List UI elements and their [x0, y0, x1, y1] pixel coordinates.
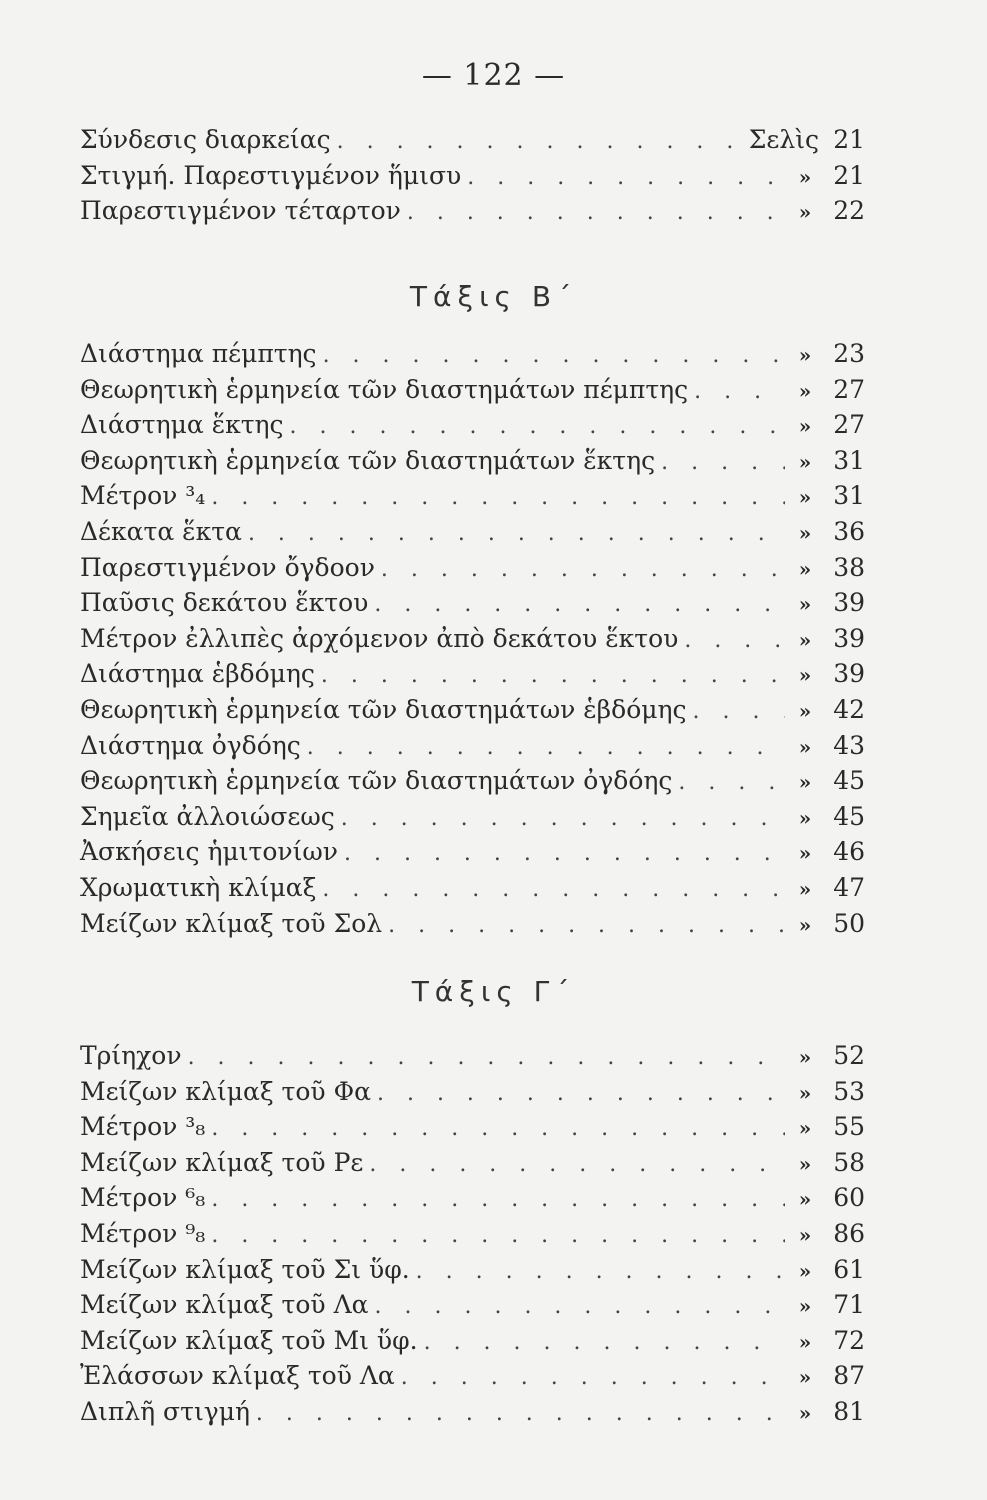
dot-leader	[337, 124, 745, 160]
dot-leader	[407, 195, 785, 231]
dot-leader	[188, 1040, 785, 1076]
ditto-mark: »	[798, 734, 812, 759]
toc-entry-title: Μέτρον ἐλλιπὲς ἀρχόμενον ἀπὸ δεκάτου ἕκτου	[80, 623, 679, 653]
toc-entry	[80, 834, 865, 870]
toc-entry-title: Τρίηχον	[80, 1041, 182, 1070]
ditto-mark: »	[798, 841, 812, 866]
dot-leader	[375, 1289, 785, 1325]
toc-section-b	[80, 336, 865, 941]
ditto-mark: »	[798, 805, 812, 830]
dot-leader	[661, 445, 785, 481]
toc-entry	[80, 1394, 865, 1430]
ditto-mark: »	[798, 663, 812, 688]
dot-leader	[321, 658, 785, 694]
toc-entry	[80, 799, 865, 835]
dot-leader	[256, 1396, 785, 1432]
toc-page-number: 61	[833, 1254, 865, 1284]
dot-leader	[341, 801, 785, 837]
toc-entry-title: Θεωρητικὴ ἑρμηνεία τῶν διαστημάτων ἕκτης	[80, 445, 656, 475]
toc-page-number: 58	[833, 1147, 865, 1177]
ditto-mark: »	[798, 1400, 812, 1425]
toc-page-number: 53	[833, 1076, 865, 1106]
ditto-mark: »	[798, 200, 812, 225]
toc-entry-title: Σύνδεσις διαρκείας	[80, 125, 331, 154]
toc-page-number: 27	[833, 410, 865, 440]
dot-leader	[344, 836, 785, 872]
toc-entry-title: Μείζων κλίμαξ τοῦ Σολ	[80, 908, 383, 938]
toc-entry-title: Διάστημα πέμπτης	[80, 339, 317, 368]
ditto-mark: »	[798, 698, 812, 723]
toc-page-number: 45	[833, 766, 865, 796]
toc-page-number: 86	[833, 1218, 865, 1248]
toc-page-number: 21	[833, 125, 865, 154]
ditto-mark: »	[798, 1116, 812, 1141]
ditto-mark: »	[798, 164, 812, 189]
toc-page-number: 36	[833, 516, 865, 546]
toc-entry	[80, 443, 865, 479]
ditto-mark: »	[798, 556, 812, 581]
toc-entry	[80, 478, 865, 514]
dot-leader	[678, 765, 785, 801]
ditto-mark: »	[798, 1045, 812, 1069]
toc-entry-title: Σημεῖα ἀλλοιώσεως	[80, 801, 335, 831]
ditto-mark: »	[798, 1151, 812, 1176]
toc-entry	[80, 692, 865, 728]
toc-entry	[80, 621, 865, 657]
toc-entry	[80, 1252, 865, 1288]
toc-page-number: 22	[833, 196, 865, 226]
toc-entry	[80, 514, 865, 550]
ditto-mark: »	[798, 1080, 812, 1105]
toc-entry	[80, 585, 865, 621]
toc-entry-title: Μείζων κλίμαξ τοῦ Λα	[80, 1290, 369, 1320]
toc-entry-title: Θεωρητικὴ ἑρμηνεία τῶν διαστημάτων πέμπτης	[80, 374, 689, 404]
toc-entry	[80, 550, 865, 586]
dot-leader	[424, 1325, 785, 1361]
dot-leader	[307, 730, 785, 766]
toc-entry-title: Μέτρον ³₈	[80, 1112, 206, 1142]
toc-entry-title: Διάστημα ἑβδόμης	[80, 659, 315, 689]
toc-entry	[80, 870, 865, 906]
toc-page-number: 55	[833, 1112, 865, 1142]
toc-entry-title: Παρεστιγμένον ὄγδοον	[80, 552, 375, 582]
dot-leader	[290, 409, 785, 445]
section-title-b: Τάξις Β΄	[409, 280, 578, 313]
toc-entry	[80, 763, 865, 799]
toc-entry	[80, 1109, 865, 1145]
ditto-mark: »	[798, 876, 812, 901]
ditto-mark: »	[798, 1187, 812, 1212]
toc-entry	[80, 336, 865, 372]
ditto-mark: »	[798, 627, 812, 652]
toc-entry	[80, 158, 865, 194]
dot-leader	[211, 1111, 785, 1147]
toc-entry-title: Δέκατα ἕκτα	[80, 516, 242, 546]
toc-entry-title: Μείζων κλίμαξ τοῦ Ρε	[80, 1147, 364, 1177]
toc-entry-title: Παρεστιγμένον τέταρτον	[80, 196, 401, 226]
toc-entry	[80, 1216, 865, 1252]
ditto-mark: »	[798, 485, 812, 510]
toc-entry	[80, 193, 865, 229]
toc-entry-title: Μέτρον ⁶₈	[80, 1183, 206, 1213]
toc-entry	[80, 1358, 865, 1394]
toc-entry-title: Ἀσκήσεις ἡμιτονίων	[80, 837, 338, 867]
toc-section-c	[80, 1038, 865, 1430]
toc-entry-title: Χρωματικὴ κλίμαξ	[80, 872, 317, 902]
toc-entry-title: Μέτρον ⁹₈	[80, 1218, 206, 1248]
toc-page-number: 31	[833, 481, 865, 511]
dot-leader	[374, 587, 785, 623]
dot-leader	[684, 623, 785, 659]
toc-entry-title: Μείζων κλίμαξ τοῦ Σι ὕφ.	[80, 1254, 410, 1284]
ditto-mark: »	[798, 1365, 812, 1390]
toc-page-number: 21	[833, 160, 865, 190]
ditto-mark: »	[798, 343, 812, 367]
toc-entry	[80, 1287, 865, 1323]
toc-entry	[80, 122, 865, 158]
toc-page-number: 52	[833, 1041, 865, 1070]
toc-entry	[80, 407, 865, 443]
page-number: — 122 —	[421, 58, 566, 93]
dot-leader	[211, 1182, 785, 1218]
toc-page-number: 23	[833, 339, 865, 368]
toc-entry	[80, 372, 865, 408]
ditto-mark: »	[798, 1258, 812, 1283]
toc-entry	[80, 1323, 865, 1359]
toc-entry-title: Διάστημα ὀγδόης	[80, 730, 301, 760]
toc-page-number: 50	[833, 908, 865, 938]
toc-entry	[80, 1074, 865, 1110]
toc-entry-title: Διάστημα ἕκτης	[80, 410, 284, 440]
toc-entry	[80, 1145, 865, 1181]
ditto-mark: »	[798, 449, 812, 474]
toc-page-number: 42	[833, 694, 865, 724]
toc-page-number: 47	[833, 872, 865, 902]
toc-page-number: 39	[833, 588, 865, 618]
toc-entry	[80, 1038, 865, 1074]
toc-entry-title: Μέτρον ³₄	[80, 481, 206, 511]
section-title-c: Τάξις Γ΄	[411, 975, 576, 1008]
dot-leader	[369, 1147, 785, 1183]
toc-entry-title: Στιγμή. Παρεστιγμένον ἥμισυ	[80, 160, 462, 190]
toc-page-number: 38	[833, 552, 865, 582]
toc-entry-title: Θεωρητικὴ ἑρμηνεία τῶν διαστημάτων ὀγδόης	[80, 766, 673, 796]
toc-entry	[80, 728, 865, 764]
ditto-mark: »	[798, 770, 812, 795]
ditto-mark: »	[798, 1329, 812, 1354]
dot-leader	[692, 694, 785, 730]
ditto-mark: »	[798, 414, 812, 439]
dot-leader	[211, 480, 785, 516]
dot-leader	[467, 160, 785, 196]
ditto-mark: »	[798, 520, 812, 545]
toc-entry-title: Παῦσις δεκάτου ἕκτου	[80, 588, 369, 618]
dot-leader	[211, 1218, 785, 1254]
toc-entry	[80, 906, 865, 942]
dot-leader	[401, 1360, 785, 1396]
ditto-mark: »	[798, 1222, 812, 1247]
dot-leader	[322, 872, 785, 908]
dot-leader	[377, 1076, 785, 1112]
dot-leader	[416, 1254, 785, 1290]
toc-entry-title: Θεωρητικὴ ἑρμηνεία τῶν διαστημάτων ἑβδόμης	[80, 694, 687, 724]
toc-entry-title: Μείζων κλίμαξ τοῦ Μι ὕφ.	[80, 1325, 418, 1355]
toc-entry-title: Ἐλάσσων κλίμαξ τοῦ Λα	[80, 1361, 395, 1391]
ditto-mark: »	[798, 1294, 812, 1319]
ditto-mark: »	[798, 592, 812, 617]
toc-page-number: 31	[833, 445, 865, 475]
page-prefix: Σελὶς	[748, 125, 819, 154]
ditto-mark: »	[798, 912, 812, 937]
dot-leader	[388, 908, 785, 944]
toc-page-number: 39	[833, 623, 865, 653]
toc-page-number: 27	[833, 374, 865, 404]
toc-page-number: 72	[833, 1325, 865, 1355]
dot-leader	[248, 516, 785, 552]
toc-page-number: 39	[833, 659, 865, 689]
toc-section-a	[80, 122, 865, 229]
toc-entry-title: Μείζων κλίμαξ τοῦ Φα	[80, 1076, 371, 1106]
toc-page-number: 60	[833, 1183, 865, 1213]
toc-entry	[80, 1180, 865, 1216]
ditto-mark: »	[798, 378, 812, 403]
toc-page-number: 81	[833, 1396, 865, 1426]
toc-entry	[80, 656, 865, 692]
toc-page-number: 71	[833, 1290, 865, 1320]
toc-page-number: 45	[833, 801, 865, 831]
dot-leader	[381, 552, 785, 588]
toc-page-number: 46	[833, 837, 865, 867]
dot-leader	[323, 338, 785, 374]
toc-entry-title: Διπλῆ στιγμή	[80, 1396, 250, 1426]
dot-leader	[694, 374, 785, 410]
toc-page-number: 43	[833, 730, 865, 760]
toc-page-number: 87	[833, 1361, 865, 1391]
